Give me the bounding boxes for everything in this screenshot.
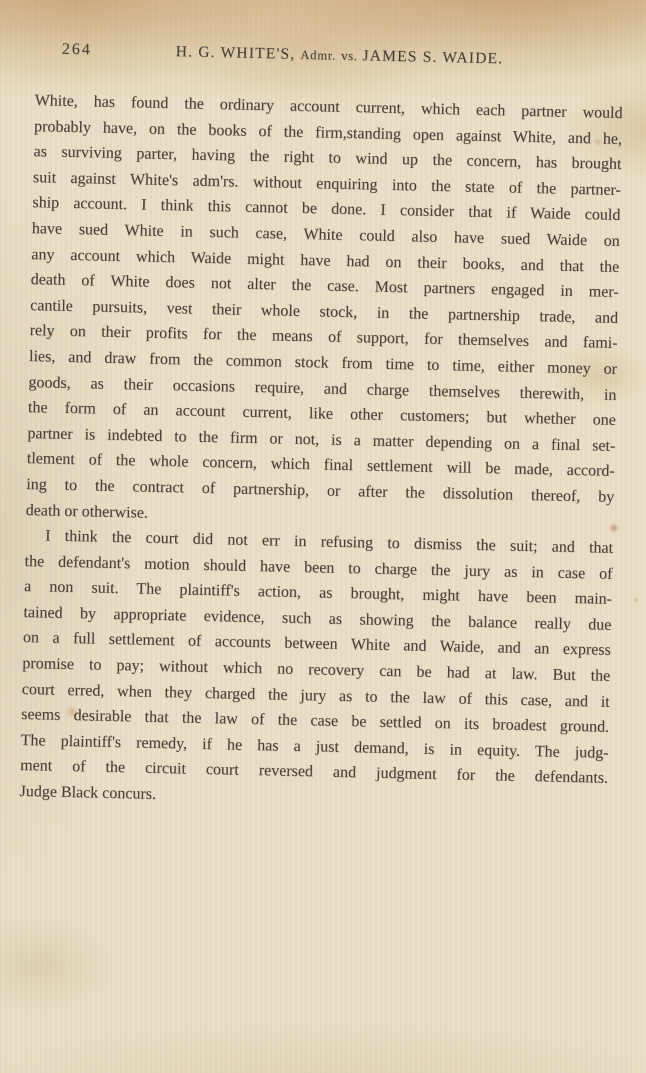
text-line: suit against White's adm'rs. without enquiring into the state of the partner- [32,168,622,199]
paragraph [19,523,613,817]
text-line: The plaintiff's remedy, if he has a just demand, is in equity. The judg- [20,731,609,762]
text-line: White, has found the ordinary account current, which each partner would [34,92,623,122]
case-role: Admr. [300,47,337,63]
case-name-right: JAMES S. WAIDE. [362,47,504,68]
text-line: tlement of the whole concern, which final settlement will be made, accord- [26,450,615,481]
text-line: as surviving parter, having the right to wind up the concern, has brought [33,143,622,174]
paragraph [25,88,622,536]
text-line: cantile pursuits, vest their whole stock, in the partnership trade, and [30,296,619,327]
page-text [19,88,622,817]
text-line: on a full settlement of accounts between White and Waide, and an express [22,629,611,660]
text-line: ship account. I think this cannot be done. I consider that if Waide could [32,194,621,225]
running-title [176,43,504,68]
text-line: tained by appropriate evidence, such as showing the balance really due [23,603,612,634]
text-line: probably have, on the books of the firm,standing open against White, and he, [33,117,623,148]
versus-label: vs. [340,47,358,64]
text-line: seems desirable that the law of the case be settled on its broadest ground. [21,706,610,737]
case-name-left: H. G. WHITE'S, [175,43,296,63]
text-line: lies, and draw from the common stock from time to time, either money or [28,347,618,378]
text-line: I think the court did not err in refusing to dismiss the suit; and that [44,527,614,557]
text-line: promise to pay; without which no recovery can be had at law. But the [22,655,611,685]
text-line: ment of the circuit court reversed and judgment for the defendants. [19,757,609,788]
text-line: Judge Black concurs. [19,782,157,803]
page-number: 264 [61,40,92,59]
text-line: have sued White in such case, White could also have sued Waide on [31,220,620,250]
running-header [0,39,646,79]
text-line: partner is indebted to the firm or not, is a matter depending on a final set- [27,424,616,455]
text-line: ing to the contract of partnership, or after the dissolution thereof, by [26,475,615,506]
text-line: a non suit. The plaintiff's action, as brought, might have been main- [23,578,613,609]
page-content [1,0,646,803]
text-line: rely on their profits for the means of support, for themselves and fami- [29,322,618,353]
text-line: court erred, when they charged the jury as to the law of this case, and it [21,680,610,711]
text-line: goods, as their occasions require, and charge themselves therewith, in [28,373,617,404]
text-line: death or otherwise. [25,501,149,522]
text-line: death of White does not alter the case. Most partners engaged in mer- [30,271,619,302]
text-line: any account which Waide might have had on their books, and that the [31,245,620,276]
text-line: the defendant's motion should have been to charge the jury as in case of [24,552,613,583]
text-line: the form of an account current, like other customers; but whether one [27,399,617,429]
